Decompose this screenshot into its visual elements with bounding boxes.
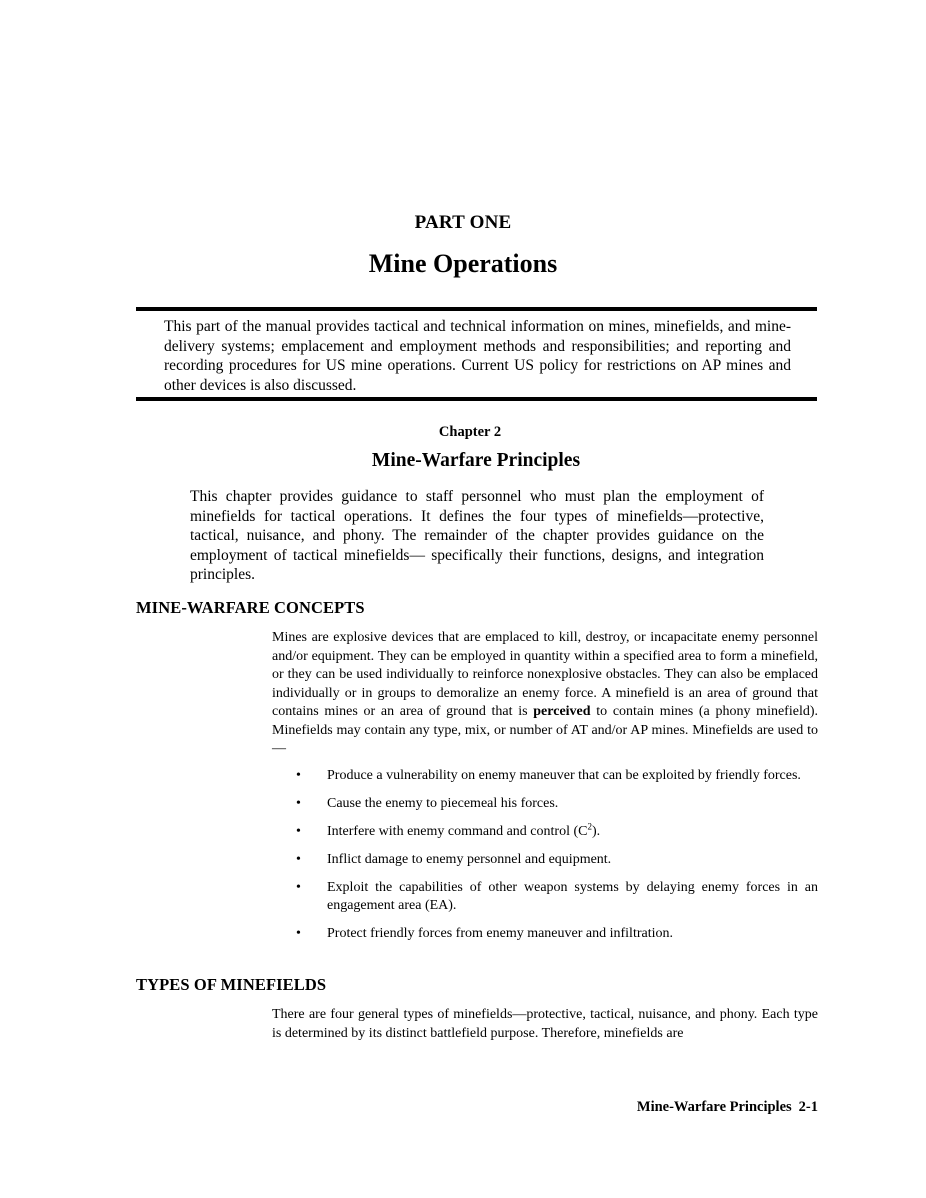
list-item-text: Produce a vulnerability on enemy maneuver that can be exploited by friendly forces. [327,768,801,783]
bullet-glyph: • [296,768,301,783]
part-label: PART ONE [414,212,512,233]
bottom-rule [136,397,817,401]
part-intro-paragraph: This part of the manual provides tactical and technical information on mines, minefields, and mine-delivery systems; emplacement and employment methods and responsibilities; and reporting and recording procedures for US mine operations. Current US policy for restrictions on AP mines and other devices is also discussed. [164,318,791,394]
chapter-intro-paragraph: This chapter provides guidance to staff personnel who must plan the employment of minefields for tactical operations. It defines the four types of minefields—protective, tactical, nuisance, and phony. The remainder of the chapter provides guidance on the employment of tactical minefields— specifically their functions, designs, and integration principles. [190,488,764,583]
types-paragraph: There are four general types of minefields—protective, tactical, nuisance, and phony. Each type is determined by its distinct battlefield purpose. Therefore, minefields are [272,1007,818,1041]
chapter-label: Chapter 2 [438,424,502,440]
part-title: Mine Operations [368,249,558,278]
list-item-text: Cause the enemy to piecemeal his forces. [327,796,559,811]
section-heading-concepts: MINE-WARFARE CONCEPTS [136,598,365,617]
list-item [296,767,818,785]
list-item [296,925,818,943]
bullet-glyph: • [296,926,301,941]
list-item-text: Protect friendly forces from enemy maneuver and infiltration. [327,926,673,941]
emphasis-perceived: perceived [533,704,591,719]
list-item-text-close: ). [591,824,601,839]
list-item [296,823,818,841]
list-item-text: Inflict damage to enemy personnel and equipment. [327,852,612,867]
list-item-text: Interfere with enemy command and control (C [327,824,588,839]
bullet-glyph: • [296,796,301,811]
top-rule [136,307,817,311]
concepts-paragraph [272,629,818,759]
concepts-text-after: to contain mines (a phony minefield). Minefields may contain any type, mix, or number of AT and/or AP mines. Minefields are used to— [272,704,818,756]
section-heading-types: TYPES OF MINEFIELDS [136,975,327,994]
bullet-glyph: • [296,852,301,867]
minefield-uses-list [296,767,818,953]
list-item [296,795,818,813]
superscript-2: 2 [587,821,592,832]
list-item [296,879,818,915]
bullet-glyph: • [296,880,301,895]
footer-title: Mine-Warfare Principles [636,1099,792,1115]
chapter-title: Mine-Warfare Principles [371,450,581,471]
page-footer [637,1099,818,1116]
list-item [296,851,818,869]
page-number: 2-1 [798,1099,818,1115]
list-item-text: Exploit the capabilities of other weapon systems by delaying enemy forces in an engagement area (EA). [327,880,818,913]
concepts-text-before: Mines are explosive devices that are emplaced to kill, destroy, or incapacitate enemy personnel and/or equipment. They can be employed in quantity within a specified area to form a minefield, or they can be used individually to reinforce nonexplosive obstacles. They can also be emplaced individually or in groups to demoralize an enemy force. A minefield is an area of ground that contains mines or an area of ground that is [272,630,818,719]
bullet-glyph: • [296,824,301,839]
